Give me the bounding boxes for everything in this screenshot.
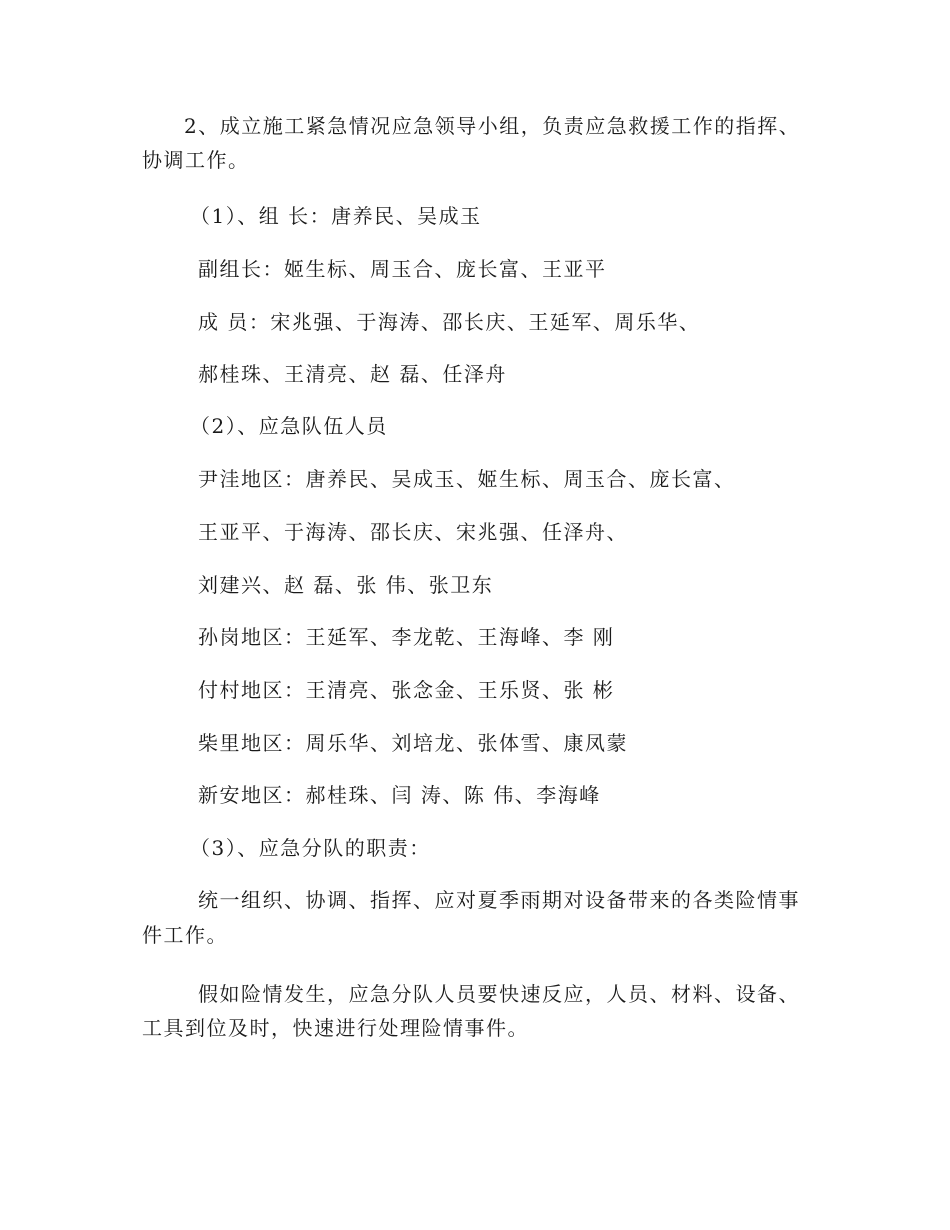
chaili-area-line: 柴里地区：周乐华、刘培龙、张体雪、康凤蒙	[198, 731, 628, 755]
sungang-area-line: 孙岗地区：王延军、李龙乾、王海峰、李 刚	[198, 625, 615, 649]
duty-paragraph-1-line-2: 件工作。	[142, 923, 228, 947]
duty-paragraph-2-line-2: 工具到位及时，快速进行处理险情事件。	[142, 1016, 529, 1040]
deputy-leaders-line: 副组长：姬生标、周玉合、庞长富、王亚平	[198, 257, 607, 281]
xinan-area-line: 新安地区：郝桂珠、闫 涛、陈 伟、李海峰	[198, 783, 601, 807]
duty-paragraph-1-line-1: 统一组织、协调、指挥、应对夏季雨期对设备带来的各类险情事	[198, 888, 800, 912]
duty-paragraph-2-line-1: 假如险情发生，应急分队人员要快速反应，人员、材料、设备、	[198, 982, 800, 1006]
fucun-area-line: 付村地区：王清亮、张念金、王乐贤、张 彬	[198, 678, 615, 702]
yinwa-area-line-2: 王亚平、于海涛、邵长庆、宋兆强、任泽舟、	[198, 520, 628, 544]
yinwa-area-line-1: 尹洼地区：唐养民、吴成玉、姬生标、周玉合、庞长富、	[198, 467, 736, 491]
section-2-heading: （2）、应急队伍人员	[190, 414, 388, 438]
paragraph-leader-group-line-2: 协调工作。	[142, 148, 250, 172]
section-3-heading: （3）、应急分队的职责：	[190, 836, 431, 860]
section-1-heading: （1）、组 长：唐养民、吴成玉	[190, 204, 482, 228]
paragraph-leader-group-line-1: 2、成立施工紧急情况应急领导小组，负责应急救援工作的指挥、	[184, 114, 801, 138]
members-line-2: 郝桂珠、王清亮、赵 磊、任泽舟	[198, 362, 507, 386]
yinwa-area-line-3: 刘建兴、赵 磊、张 伟、张卫东	[198, 573, 494, 597]
members-line-1: 成 员：宋兆强、于海涛、邵长庆、王延军、周乐华、	[198, 310, 701, 334]
